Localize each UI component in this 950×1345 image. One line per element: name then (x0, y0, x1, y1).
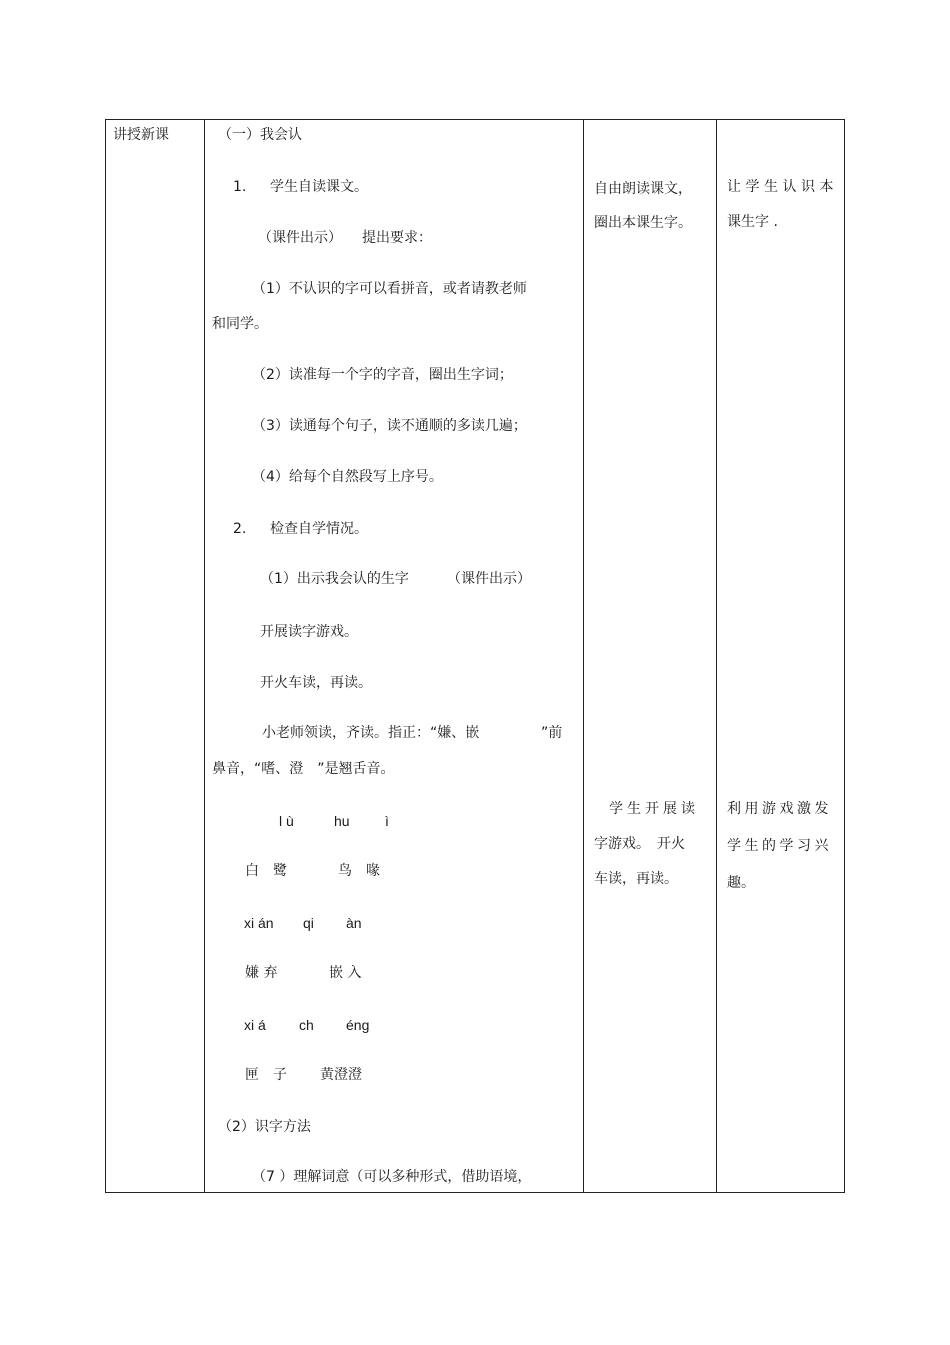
pinyin: xi án (244, 915, 274, 931)
design-intent: 学生的学习兴 (727, 838, 832, 854)
student-activity: 字游戏。 开火 (594, 836, 685, 852)
student-activity: 自由朗读课文， (594, 181, 692, 197)
pinyin: xi á (244, 1017, 266, 1033)
vocab-word: 嵌 入 (329, 965, 362, 981)
requirement-4: （4）给每个自然段写上序号。 (252, 469, 443, 485)
vocab-word: 匣 子 (245, 1067, 287, 1083)
activity-text: ”前 (541, 725, 563, 741)
requirement-3: （3）读通每个句子，读不通顺的多读几遍； (252, 418, 527, 434)
pinyin: éng (346, 1017, 370, 1033)
courseware-note: （课件出示） (447, 571, 531, 587)
vocab-word: 黄澄澄 (320, 1067, 362, 1083)
pinyin: ì (385, 813, 389, 829)
activity-text: 鼻音，“嗜、澄 ”是翘舌音。 (212, 761, 395, 777)
requirement-1-cont: 和同学。 (212, 316, 268, 332)
item-text: 学生自读课文。 (270, 179, 368, 195)
design-intent: 课生字 . (727, 214, 778, 230)
pinyin: qi (303, 915, 314, 931)
courseware-note: （课件出示） (258, 230, 342, 246)
activity-text: 开火车读，再读。 (260, 675, 372, 691)
understand-text: （7 ）理解词意（可以多种形式，借助语境， (252, 1169, 532, 1185)
student-activity: 车读，再读。 (594, 871, 678, 887)
item-text: 检查自学情况。 (270, 521, 368, 537)
vocab-word: 嫌 弃 (245, 965, 278, 981)
design-intent: 利用游戏激发 (727, 801, 832, 817)
check-step: （1）出示我会认的生字 (260, 571, 409, 587)
student-activity: 学生开展读 (609, 801, 699, 817)
vocab-word: 鸟 喙 (338, 863, 380, 879)
pinyin: l ù (279, 813, 294, 829)
item-number: 1. (233, 179, 247, 195)
activity-text: 小老师领读，齐读。指正：“嫌、嵌 (262, 725, 480, 741)
pinyin: ch (299, 1017, 314, 1033)
column-divider (716, 119, 717, 1193)
requirement-heading: 提出要求： (362, 230, 432, 246)
design-intent: 趣。 (727, 875, 755, 891)
design-intent: 让学生认识本 (727, 179, 838, 195)
requirement-1: （1）不认识的字可以看拼音，或者请教老师 (252, 281, 527, 297)
vocab-word: 白 鹭 (245, 863, 287, 879)
section-heading: （一）我会认 (218, 127, 302, 143)
method-heading: （2）识字方法 (218, 1119, 311, 1135)
requirement-2: （2）读准每一个字的字音，圈出生字词； (252, 367, 513, 383)
row-label: 讲授新课 (113, 127, 169, 143)
pinyin: àn (346, 915, 362, 931)
student-activity: 圈出本课生字。 (594, 215, 692, 231)
pinyin: hu (334, 813, 350, 829)
item-number: 2. (233, 521, 247, 537)
column-divider (583, 119, 584, 1193)
column-divider (204, 119, 205, 1193)
activity-text: 开展读字游戏。 (260, 624, 358, 640)
